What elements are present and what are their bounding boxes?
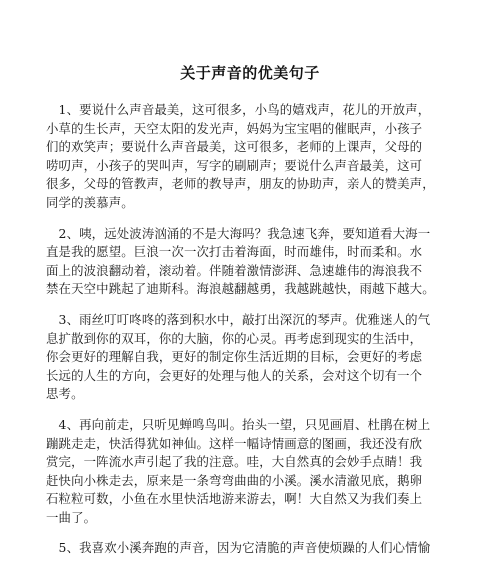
paragraph-line: 很多，父母的管教声，老师的教导声，朋友的协助声，亲人的赞美声， [46,176,435,192]
paragraph-line: 思考。 [46,386,84,402]
paragraph-line: 蹦跳走走，快活得犹如神仙。这样一幅诗情画意的图画，我还没有欣 [46,435,423,451]
document-title: 关于声音的优美句子 [180,64,320,82]
paragraph-line: 3、雨丝叮叮咚咚的落到积水中，敲打出深沉的琴声。优雅迷人的气 [46,311,431,327]
paragraph-line: 长远的人生的方向，会更好的处理与他人的关系，会对这个切有一个 [46,367,423,383]
paragraph-3 [46,311,438,404]
paragraph-line: 5、我喜欢小溪奔跑的声音，因为它清脆的声音使烦躁的人们心情愉 [46,540,431,556]
paragraph-line: 息扩散到你的双耳，你的大脑，你的心灵。再考虑到现实的生活中， [46,330,423,346]
paragraph-line: 们的欢笑声；要说什么声音最美，这可很多，老师的上课声，父母的 [46,139,423,155]
paragraph-line: 唠叨声，小孩子的哭叫声，写字的刷刷声；要说什么声音最美，这可 [46,157,423,173]
paragraph-4 [46,416,438,528]
paragraph-line: 一曲了。 [46,509,97,525]
paragraph-line: 赶快向小株走去，原来是一条弯弯曲曲的小溪。溪水清澈见底，鹅卵 [46,472,423,488]
paragraph-line: 赏完，一阵流水声引起了我的注意。哇，大自然真的会妙手点睛！我 [46,454,423,470]
paragraph-line: 同学的羡慕声。 [46,194,134,210]
paragraph-line: 小草的生长声，天空太阳的发光声，妈妈为宝宝唱的催眠声，小孩子 [46,120,423,136]
paragraph-2 [46,225,438,299]
paragraph-line: 禁在天空中跳起了迪斯科。海浪越翻越勇，我越跳越快，雨越下越大。 [46,281,435,297]
paragraph-line: 你会更好的理解自我，更好的制定你生活近期的目标，会更好的考虑 [46,349,423,365]
paragraph-line: 面上的波浪翻动着，滚动着。伴随着激情澎湃、急速雄伟的海浪我不 [46,262,423,278]
paragraph-line: 石粒粒可数，小鱼在水里快活地游来游去，啊！大自然又为我们奏上 [46,491,423,507]
paragraph-5 [46,539,438,558]
document-body [46,101,438,570]
paragraph-line: 4、再向前走，只听见蝉鸣鸟叫。抬头一望，只见画眉、杜鹃在树上 [46,416,431,432]
paragraph-line: 1、要说什么声音最美，这可很多，小鸟的嬉戏声，花儿的开放声， [46,102,431,117]
paragraph-line: 2、咦，远处波涛汹涌的不是大海吗？我急速飞奔，要知道看大海一 [46,225,431,241]
paragraph-1 [46,101,438,213]
paragraph-line: 直是我的愿望。巨浪一次一次打击着海面，时而雄伟，时而柔和。水 [46,244,423,260]
